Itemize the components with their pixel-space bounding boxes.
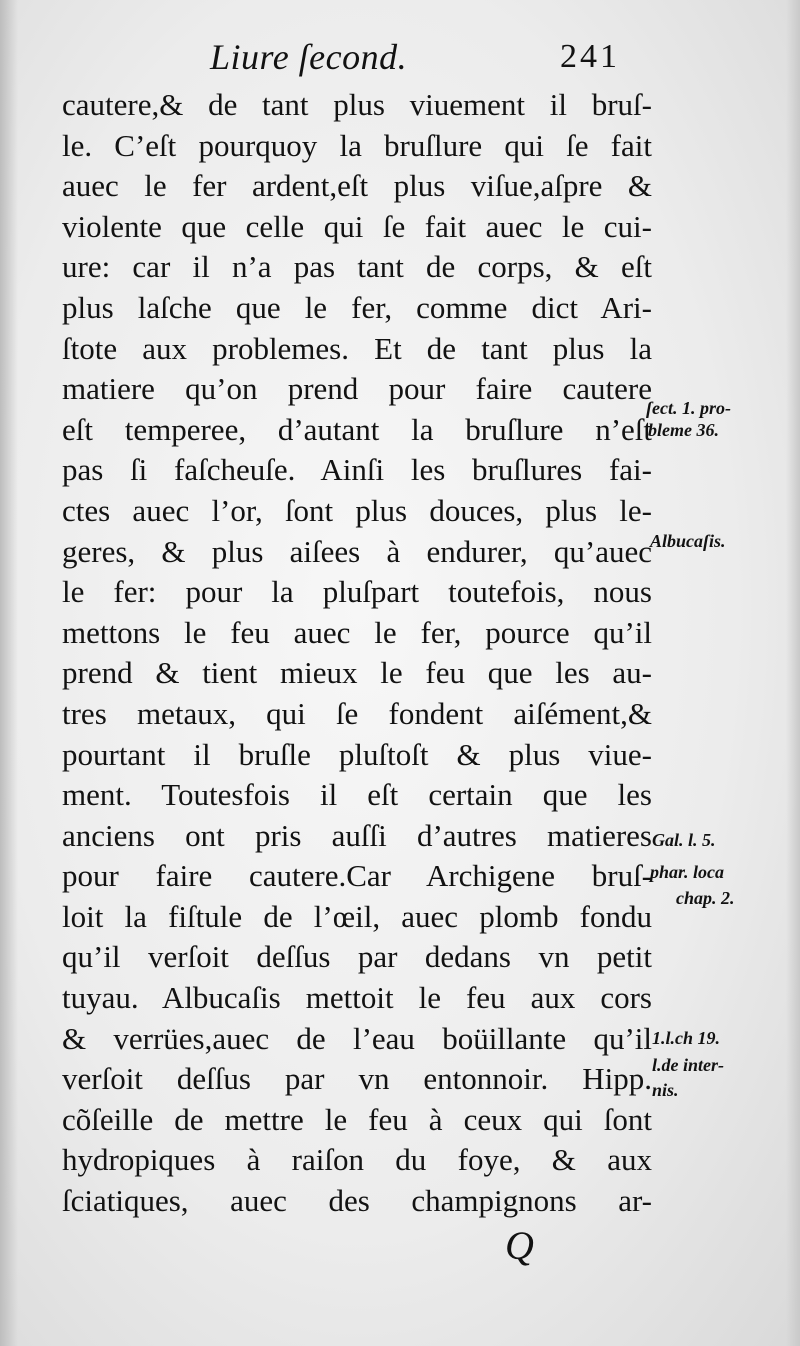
marginal-note: ſect. 1. pro- — [646, 398, 731, 418]
page-shadow-left — [0, 0, 18, 1346]
running-head-title: Liure ſecond. — [210, 37, 408, 77]
text-line: pas ſi faſcheuſe. Ainſi les bruſlures fai- — [62, 452, 652, 488]
marginal-note: 1.l.ch 19. — [652, 1028, 721, 1048]
marginal-note: bleme 36. — [648, 420, 719, 440]
text-line: violente que celle qui ſe fait auec le cui- — [62, 208, 652, 244]
text-line: auec le fer ardent,eſt plus viſue,aſpre & — [62, 168, 652, 204]
text-line: plus laſche que le fer, comme dict Ari- — [62, 289, 652, 325]
text-line: prend & tient mieux le feu que les au- — [62, 655, 652, 691]
marginal-note: nis. — [652, 1080, 679, 1100]
text-line: ctes auec l’or, ſont plus douces, plus le- — [62, 492, 652, 528]
text-line: cõſeille de mettre le feu à ceux qui ſont — [62, 1101, 652, 1137]
page-shadow-right — [786, 0, 800, 1346]
text-line: ure: car il n’a pas tant de corps, & eſt — [62, 249, 652, 285]
running-head — [0, 36, 800, 86]
text-line: tres metaux, qui ſe fondent aiſément,& — [62, 695, 652, 731]
text-line: le. C’eſt pourquoy la bruſlure qui ſe fait — [62, 127, 652, 163]
catchword: Q — [505, 1223, 534, 1268]
body-text — [62, 85, 652, 1222]
text-line: verſoit deſſus par vn entonnoir. Hipp. — [62, 1061, 652, 1097]
text-line: matiere qu’on prend pour faire cautere — [62, 371, 652, 407]
text-line: le fer: pour la pluſpart toutefois, nous — [62, 574, 652, 610]
marginal-note: Gal. l. 5. — [652, 830, 716, 850]
text-line: tuyau. Albucaſis mettoit le feu aux cors — [62, 980, 652, 1016]
text-line: pourtant il bruſle pluſtoſt & plus viue- — [62, 736, 652, 772]
text-line: geres, & plus aiſees à endurer, qu’auec — [62, 533, 652, 569]
text-line: cautere,& de tant plus viuement il bruſ- — [62, 87, 652, 122]
marginal-note: Albucaſis. — [650, 531, 726, 551]
text-line: ſtote aux problemes. Et de tant plus la — [62, 330, 652, 366]
marginal-note: chap. 2. — [676, 888, 735, 908]
text-line: hydropiques à raiſon du foye, & aux — [62, 1142, 652, 1178]
page-number: 241 — [560, 38, 620, 75]
text-line: mettons le feu auec le fer, pource qu’il — [62, 614, 652, 650]
text-line: qu’il verſoit deſſus par dedans vn petit — [62, 939, 652, 975]
text-line: pour faire cautere.Car Archigene bruſ- — [62, 858, 652, 894]
text-line: eſt temperee, d’autant la bruſlure n’eſt — [62, 411, 652, 447]
text-line: anciens ont pris auſſi d’autres matieres — [62, 817, 652, 853]
marginal-note: phar. loca — [650, 862, 725, 882]
text-line: loit la fiſtule de l’œil, auec plomb fondu — [62, 898, 652, 934]
text-line: & verrües,auec de l’eau boüillante qu’il — [62, 1020, 652, 1056]
text-line: ſciatiques, auec des champignons ar- — [62, 1183, 652, 1219]
text-line: ment. Toutesfois il eſt certain que les — [62, 777, 652, 813]
marginal-note: l.de inter- — [652, 1055, 724, 1075]
